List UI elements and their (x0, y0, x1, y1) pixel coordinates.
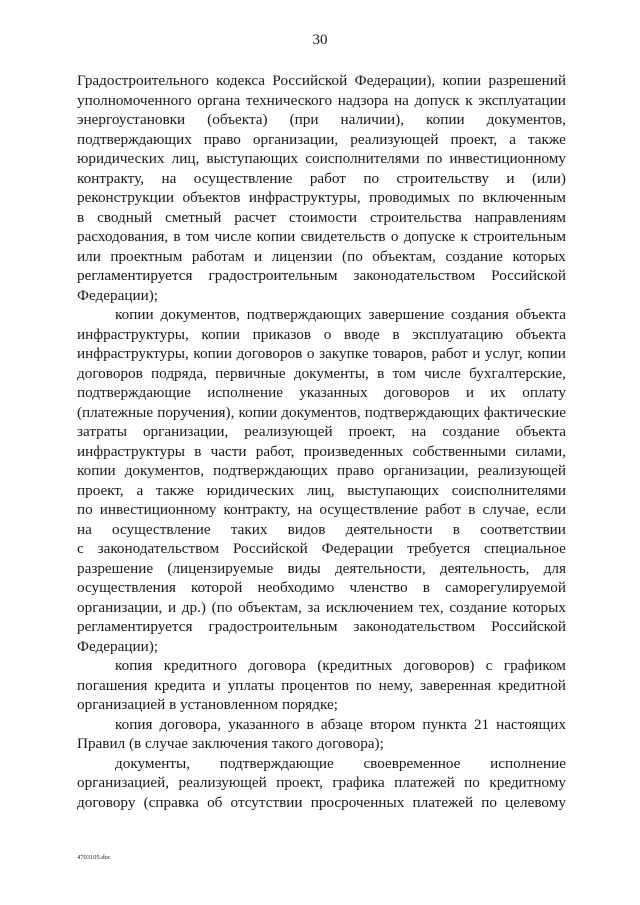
word: организации, (383, 462, 469, 479)
word: копия (115, 657, 153, 674)
word: право (203, 130, 241, 148)
word: строительства (369, 208, 462, 226)
word: объекта (515, 325, 566, 343)
word: пункта (422, 715, 467, 733)
word: свидетельств (300, 228, 386, 245)
word: надзора (337, 91, 389, 109)
word: кредитной (498, 676, 566, 694)
word: инвестиционному (449, 150, 566, 167)
word: числе (424, 364, 461, 382)
word: инфраструктуры, (77, 345, 189, 362)
word: юридических (206, 481, 295, 499)
word: саморегулируемой (445, 579, 566, 596)
word: и (253, 247, 263, 265)
word: разрешений (488, 72, 566, 89)
text-line (77, 305, 566, 325)
word: законодательством (97, 540, 220, 557)
word: силами, (515, 442, 566, 460)
word: выступающих (347, 481, 439, 499)
page-number: 30 (312, 32, 328, 48)
word: на (297, 501, 313, 518)
word: стоимости (289, 208, 358, 226)
text-line (77, 481, 566, 501)
word: (или) (531, 169, 566, 187)
word: исполнение (207, 384, 284, 401)
text-line (77, 695, 566, 715)
word: (платежные (77, 403, 154, 421)
word: бухгалтерские, (469, 364, 566, 382)
word: расходования, (77, 228, 169, 245)
word: о (390, 228, 399, 245)
word: и (212, 676, 221, 694)
word: необходимо (257, 579, 335, 596)
word: вводе (343, 325, 380, 343)
word: членство (349, 579, 408, 596)
word: специальное (484, 540, 566, 557)
word: соисполнителями (305, 150, 420, 167)
word: кредита (154, 676, 206, 694)
text-line (77, 500, 566, 520)
word: которых (512, 598, 566, 616)
word: организации, (142, 423, 229, 440)
word: расчет (234, 208, 277, 226)
text-line (77, 656, 566, 676)
word: документов, (160, 306, 240, 323)
word: организацией, (77, 774, 170, 791)
word: объекта (515, 306, 566, 323)
word: контракту, (77, 169, 144, 187)
word: оплату (522, 384, 566, 401)
word: платежей (394, 774, 455, 791)
word: (по (342, 247, 363, 265)
word: с (77, 540, 84, 557)
word: по (355, 676, 372, 694)
word: включенным (482, 189, 566, 206)
word: сводный (97, 208, 153, 226)
word: документов, (124, 462, 205, 479)
word: исполнение (490, 754, 566, 772)
word: в (452, 520, 460, 538)
word: документов, (281, 403, 361, 421)
word: копии (238, 403, 278, 421)
word: создание (449, 598, 507, 616)
word: отсутствии (230, 793, 303, 811)
word: Российской (491, 618, 566, 635)
word: работам (191, 247, 245, 265)
word: настоящих (496, 715, 566, 733)
word: таких (230, 520, 268, 538)
text-line (77, 754, 566, 774)
text-line (77, 559, 566, 579)
word: регламентируется (77, 618, 193, 635)
word: нему, (378, 676, 414, 694)
text-line (77, 422, 566, 442)
word: на (161, 169, 177, 187)
word: сметный (165, 208, 222, 226)
word: кредитному (489, 774, 566, 791)
word: (лицензируемые (167, 559, 274, 577)
word: градостроительным (208, 618, 338, 635)
word: с (485, 657, 493, 674)
word: копии (193, 345, 232, 362)
word: Федерации); (77, 637, 159, 655)
word: копии (426, 111, 465, 128)
word: проводимых (369, 189, 450, 206)
word: исключением (325, 598, 414, 616)
text-line (77, 266, 566, 286)
text-line (77, 578, 566, 598)
word: подтверждающих (213, 462, 328, 479)
word: выступающих (206, 150, 299, 167)
word: на (393, 91, 409, 109)
word: Федерации), (354, 72, 436, 89)
word: (в (128, 735, 146, 752)
word: допуске (403, 228, 456, 245)
word: в (169, 696, 181, 713)
text-line (77, 71, 566, 91)
word: в (173, 228, 181, 245)
word: по (458, 189, 475, 206)
word: деятельности (345, 520, 433, 538)
word: допуск (414, 91, 460, 109)
word: др.) (181, 598, 206, 616)
word: (справка (143, 793, 199, 811)
word: по (426, 150, 443, 167)
word: случае, (482, 501, 530, 518)
text-line (77, 364, 566, 384)
text-line (77, 110, 566, 130)
word: заверенная (420, 676, 491, 694)
text-line (77, 539, 566, 559)
word: реализующей (244, 423, 333, 440)
word: градостроительным (208, 267, 338, 284)
word: а (509, 130, 516, 148)
word: разрешение (77, 559, 154, 577)
text-line (77, 344, 566, 364)
word: кредитного (163, 657, 237, 674)
word: в (306, 715, 314, 733)
word: договоров (383, 384, 450, 401)
word: по (363, 169, 380, 187)
word: регламентируется (77, 267, 193, 284)
word: проект, (348, 423, 396, 440)
word: лиц, (171, 150, 200, 167)
word: договоров (77, 364, 143, 382)
word: проект, (276, 774, 323, 791)
word: требуется (407, 540, 471, 557)
text-line (77, 130, 566, 150)
word: произведенных (303, 442, 404, 460)
word: подтверждающих (364, 403, 480, 421)
word: договора, (159, 715, 222, 733)
word: работ (431, 345, 468, 362)
word: инфраструктуры, (248, 189, 361, 206)
word: проект, (77, 481, 124, 499)
word: подтверждающие (77, 384, 191, 401)
word: которых (512, 247, 566, 265)
word: энергоустановки (77, 111, 186, 128)
text-line (77, 734, 566, 754)
word: создание (442, 423, 500, 440)
word: которой (190, 579, 243, 596)
word: Правил (77, 735, 129, 752)
word: видов (287, 520, 326, 538)
word: (объекта) (207, 111, 268, 128)
word: осуществления (77, 579, 176, 596)
word: деятельности, (334, 559, 426, 577)
word: по (464, 774, 480, 791)
word: работ, (255, 442, 295, 460)
word: процентов (281, 676, 349, 694)
word: реализующей (350, 130, 439, 148)
word: контракту, (223, 501, 291, 518)
word: строительству (396, 169, 489, 187)
word: том (185, 228, 210, 245)
text-line (77, 247, 566, 267)
word: копии (256, 228, 296, 245)
word: по (77, 501, 93, 518)
word: к (465, 91, 473, 109)
word: на (77, 520, 92, 538)
word: объектов (182, 189, 241, 206)
word: Российской (232, 540, 308, 557)
word: первичные (215, 364, 286, 382)
word: эксплуатации (478, 91, 566, 109)
word: своевременное (363, 754, 461, 772)
word: на (411, 423, 427, 440)
text-line (77, 169, 566, 189)
text-line (77, 773, 566, 793)
word: (кредитных (317, 657, 393, 674)
word: их (490, 384, 506, 401)
word: Российской (272, 72, 348, 89)
word: реализующей (477, 462, 566, 479)
word: также (155, 481, 194, 499)
word: лицензии (271, 247, 333, 265)
word: Федерации); (77, 286, 159, 304)
text-line (77, 403, 566, 423)
text-line (77, 617, 566, 637)
word: направлениям (474, 208, 566, 226)
word: порядке; (281, 696, 338, 713)
word: тех, (419, 598, 444, 616)
word: договора); (316, 735, 384, 752)
word: в (194, 442, 202, 460)
word: создание (445, 247, 503, 265)
word: реализующей (178, 774, 267, 791)
word: к (460, 228, 468, 245)
word: органа (197, 91, 241, 109)
word: осуществление (112, 520, 211, 538)
word: для (543, 559, 566, 577)
word: просроченных (310, 793, 405, 811)
word: фактические (483, 403, 566, 421)
word: по (481, 793, 498, 811)
text-line (77, 676, 566, 696)
word: документы, (115, 754, 190, 772)
word: организацией (77, 696, 170, 713)
word: эксплуатацию (412, 325, 504, 343)
word: законодательством (353, 267, 476, 284)
word: об (207, 793, 223, 811)
word: и (168, 598, 177, 616)
word: наличии), (340, 111, 404, 128)
word: закупке (319, 345, 369, 362)
text-line (77, 208, 566, 228)
word: за (307, 598, 321, 616)
word: в (392, 325, 400, 343)
word: в (77, 208, 85, 226)
word: подтверждающих (77, 130, 192, 148)
text-line (77, 715, 566, 735)
word: соответствии (480, 520, 566, 538)
text-line (77, 442, 566, 462)
word: документов, (486, 111, 566, 128)
word: и (506, 169, 515, 187)
word: строительным (473, 228, 566, 245)
word: заключения (191, 735, 272, 752)
word: части (210, 442, 247, 460)
word: юридических (77, 150, 165, 167)
word: Федерации (321, 540, 394, 557)
word: деятельность, (439, 559, 530, 577)
word: такого (271, 735, 317, 752)
word: договора (248, 657, 307, 674)
text-line (77, 188, 566, 208)
word: числе (214, 228, 252, 245)
word: указанных (299, 384, 368, 401)
word: проект, (450, 130, 498, 148)
word: или (77, 247, 101, 265)
word: в (377, 364, 385, 382)
word: графика (332, 774, 385, 791)
word: договоров) (403, 657, 475, 674)
word: инвестиционному (99, 501, 217, 518)
word: товаров, (373, 345, 427, 362)
word: в (468, 501, 476, 518)
word: законодательством (353, 618, 476, 635)
word: осуществление (193, 169, 293, 187)
word: в (422, 579, 430, 596)
text-line (77, 91, 566, 111)
word: втором (369, 715, 416, 733)
word: (по (211, 598, 233, 616)
text-line (77, 149, 566, 169)
word: копии (527, 345, 566, 362)
word: создания (450, 306, 509, 323)
word: завершение (368, 306, 445, 323)
word: целевому (505, 793, 566, 811)
word: а (136, 481, 144, 499)
word: объектам, (238, 598, 302, 616)
word: технического (245, 91, 333, 109)
text-line (77, 598, 566, 618)
word: (при (289, 111, 319, 128)
word: о (323, 325, 332, 343)
word: виды (287, 559, 321, 577)
word: также (527, 130, 566, 148)
word: Градостроительного (77, 72, 209, 89)
word: уполномоченного (77, 91, 192, 109)
word: уплаты (227, 676, 275, 694)
word: услуг, (484, 345, 523, 362)
word: случае (145, 735, 192, 752)
text-line (77, 383, 566, 403)
word: договору (77, 793, 136, 811)
word: работ (309, 169, 346, 187)
word: копии (201, 325, 241, 343)
word: установленном (180, 696, 282, 713)
word: инфраструктуры, (77, 325, 189, 343)
word: копии (442, 72, 482, 89)
word: указанного (228, 715, 300, 733)
text-line (77, 286, 566, 306)
word: и (472, 345, 481, 362)
document-filename: 4703105.doc (77, 854, 111, 861)
word: затраты (77, 423, 127, 440)
text-line (77, 227, 566, 247)
word: платежей (412, 793, 474, 811)
word: объектам, (372, 247, 436, 265)
text-line (77, 461, 566, 481)
document-body (77, 71, 566, 812)
word: проектным (110, 247, 183, 265)
word: копии (115, 306, 154, 323)
word: Российской (491, 267, 566, 284)
word: соисполнителями (451, 481, 566, 499)
word: подтверждающие (219, 754, 334, 772)
word: приказов (252, 325, 312, 343)
word: и (465, 384, 474, 401)
word: копия (115, 715, 153, 733)
word: если (536, 501, 566, 518)
word: договоров (236, 345, 303, 362)
word: организации, (252, 130, 339, 148)
word: о (306, 345, 315, 362)
text-line (77, 325, 566, 345)
text-line (77, 637, 566, 657)
word: 21 (473, 715, 490, 733)
word: собственными (412, 442, 506, 460)
word: абзаце (320, 715, 363, 733)
word: подтверждающих (246, 306, 362, 323)
word: реконструкции (77, 189, 174, 206)
text-line (77, 520, 566, 540)
text-line (77, 793, 566, 813)
word: подряда, (151, 364, 207, 382)
word: том (392, 364, 416, 382)
word: инфраструктуры (77, 442, 185, 460)
word: право (337, 462, 375, 479)
word: кодекса (216, 72, 266, 89)
word: осуществление (319, 501, 419, 518)
word: организации, (77, 598, 163, 616)
word: работ (425, 501, 462, 518)
word: поручения), (157, 403, 235, 421)
word: погашения (77, 676, 148, 694)
word: графиком (503, 657, 566, 674)
word: документы, (293, 364, 369, 382)
word: объекта (515, 423, 566, 440)
word: копии (77, 462, 116, 479)
word: лиц, (306, 481, 335, 499)
